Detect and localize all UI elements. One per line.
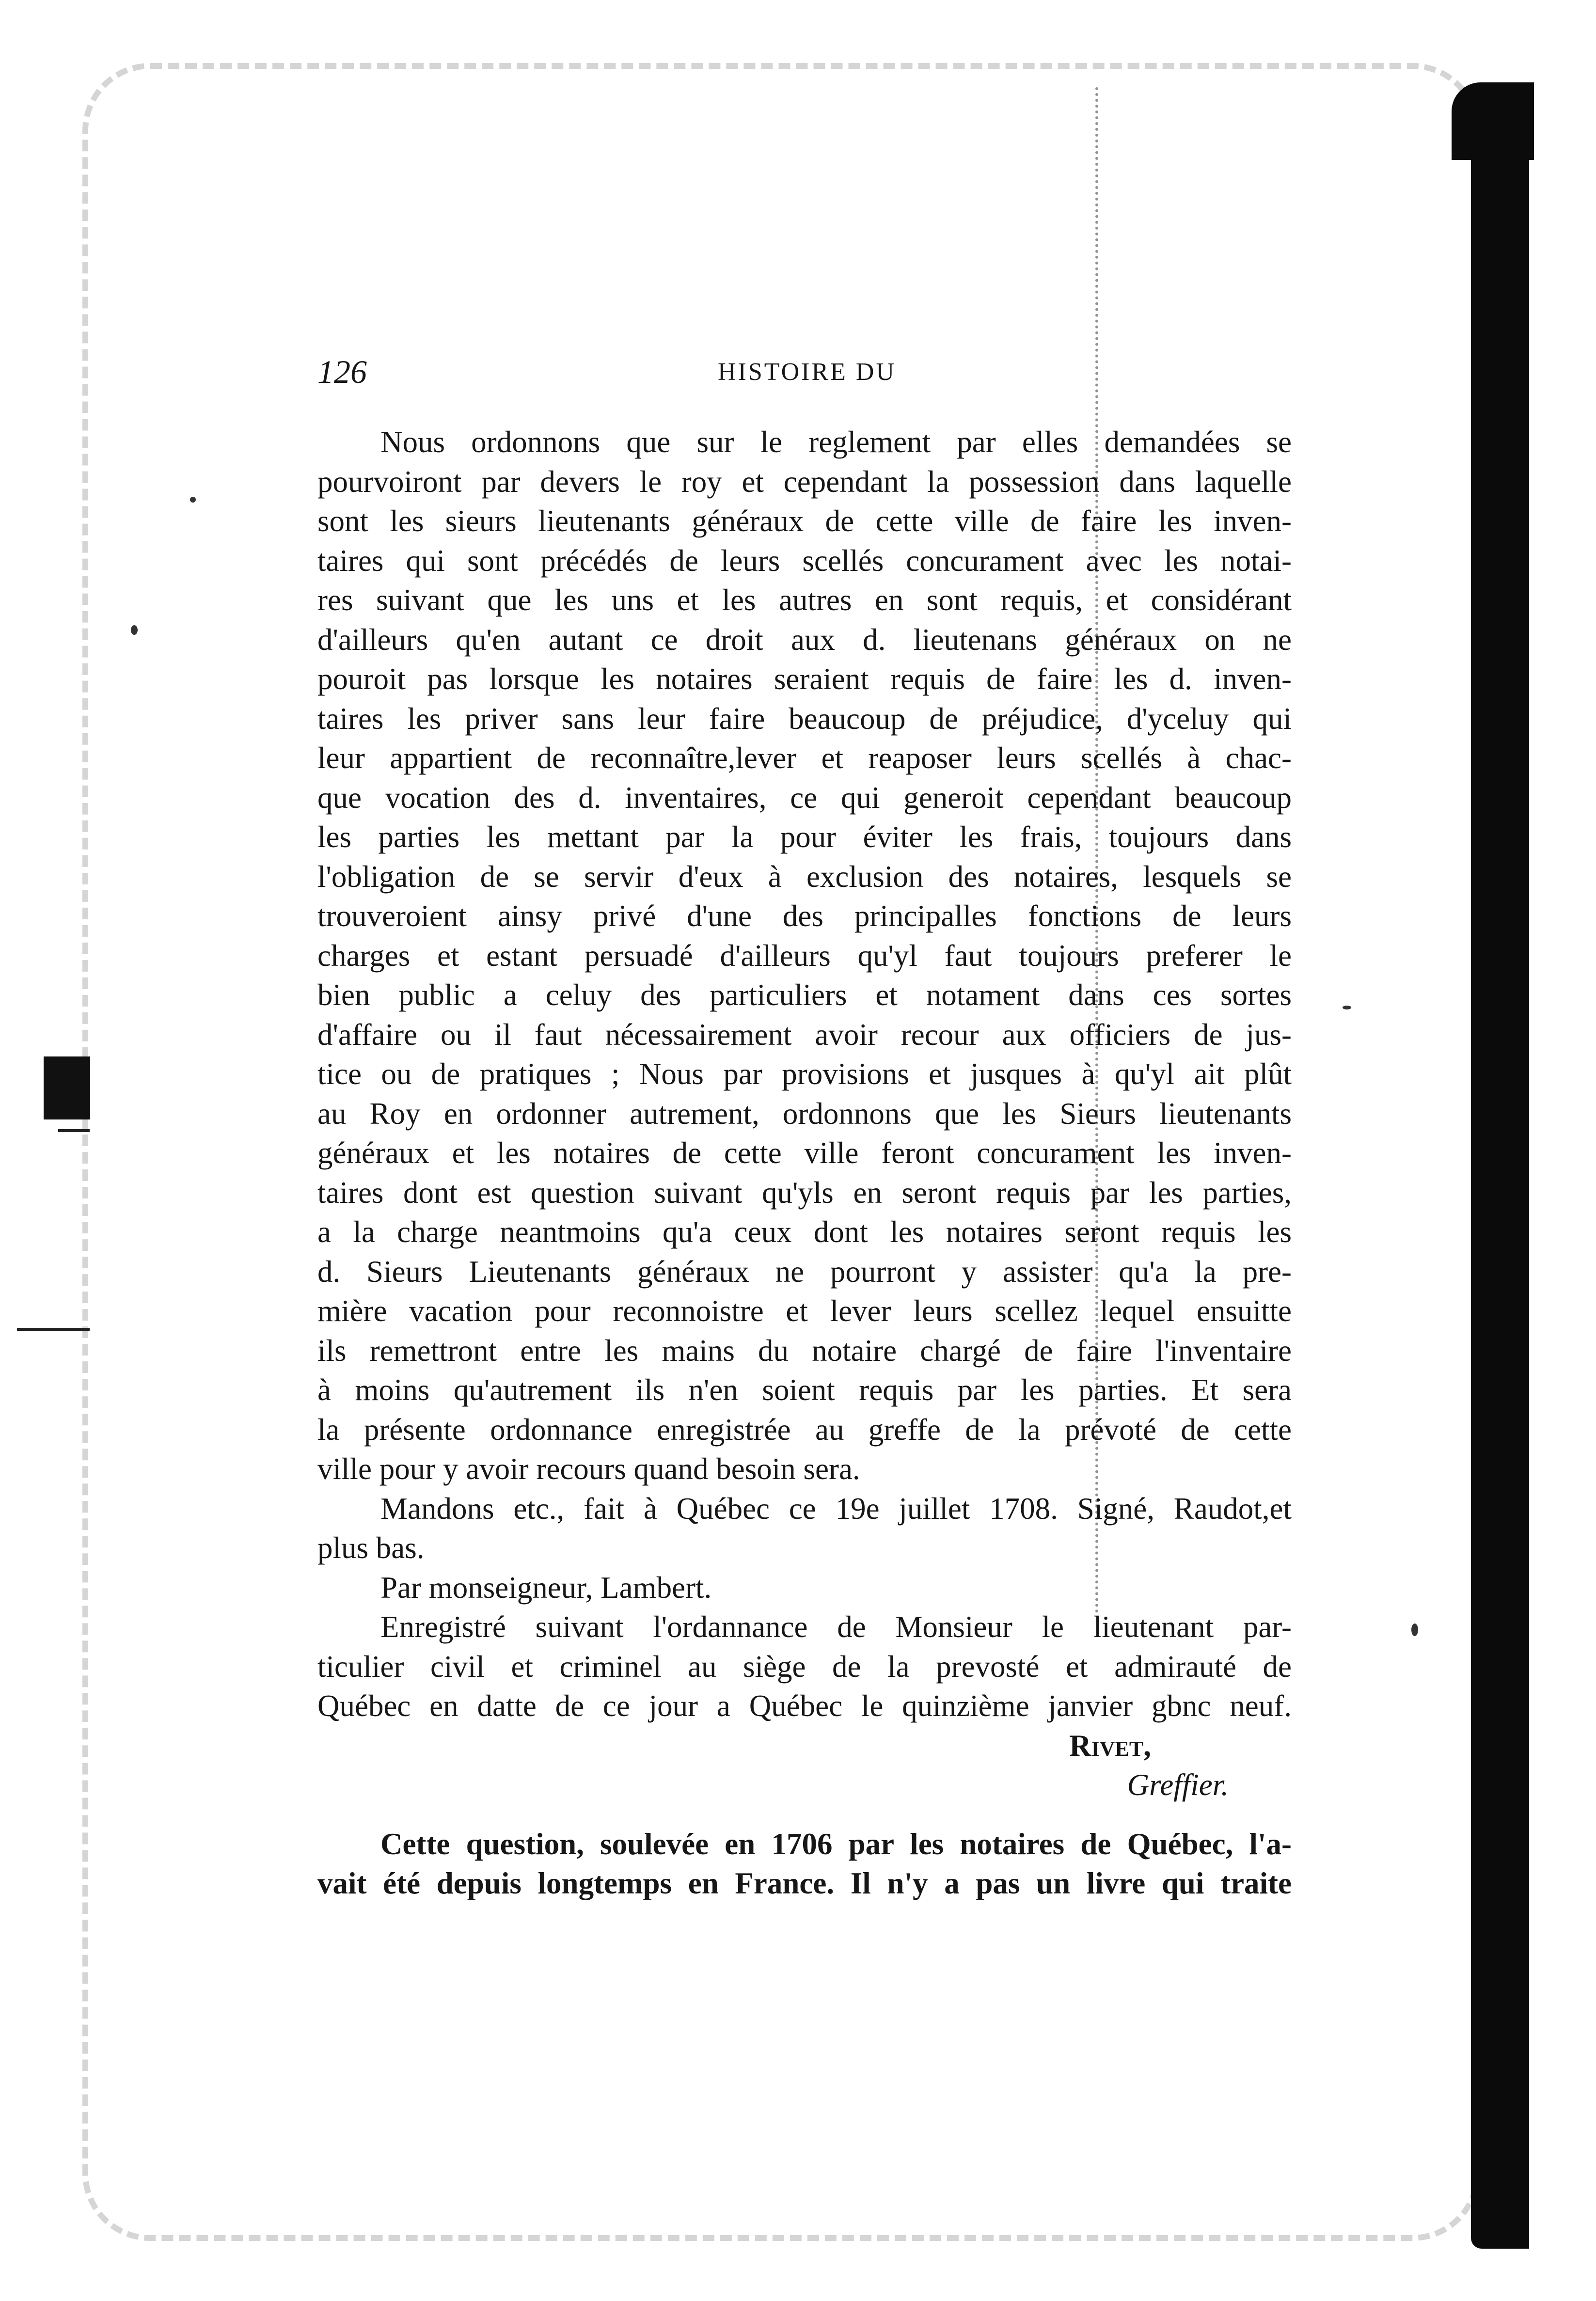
text-line: à moins qu'autrement ils n'en soient requis par les parties. Et sera (317, 1373, 1292, 1407)
text-line: charges et estant persuadé d'ailleurs qu'yl faut toujours preferer le (317, 938, 1292, 973)
text-line: ville pour y avoir recours quand besoin sera. (317, 1452, 860, 1486)
text-line: ils remettront entre les mains du notaire chargé de faire l'inventaire (317, 1333, 1292, 1368)
scan-dark-margin (1471, 82, 1529, 2249)
text-line: res suivant que les uns et les autres en sont requis, et considérant (317, 583, 1292, 617)
text-line: a la charge neantmoins qu'a ceux dont les notaires seront requis les (317, 1215, 1292, 1249)
text-line: pourvoiront par devers le roy et cependant la possession dans laquelle (317, 464, 1292, 499)
scan-left-mark (44, 1056, 90, 1119)
text-line: d'affaire ou il faut nécessairement avoir recour aux officiers de jus- (317, 1017, 1292, 1052)
text-line: vait été depuis longtemps en France. Il n'y a pas un livre qui traite (317, 1866, 1292, 1900)
par-monseigneur-line: Par monseigneur, Lambert. (380, 1570, 712, 1605)
body-text (317, 423, 1292, 1904)
text-line: que vocation des d. inventaires, ce qui generoit cependant beaucoup (317, 780, 1292, 815)
text-line: leur appartient de reconnaître,lever et reaposer leurs scellés à chac- (317, 741, 1292, 775)
text-line: la présente ordonnance enregistrée au greffe de la prévoté de cette (317, 1412, 1292, 1447)
text-line: taires qui sont précédés de leurs scellés concurament avec les notai- (317, 543, 1292, 578)
text-line: plus bas. (317, 1531, 425, 1565)
page-header (317, 353, 1296, 406)
mandons-paragraph (317, 1489, 1292, 1568)
commentary-paragraph (317, 1805, 1292, 1904)
text-line: ticulier civil et criminel au siège de la prevosté et admirauté de (317, 1649, 1292, 1684)
scan-left-tick (58, 1129, 90, 1132)
text-line: d'ailleurs qu'en autant ce droit aux d. lieutenans généraux on ne (317, 622, 1292, 657)
text-line: taires dont est question suivant qu'yls en seront requis par les parties, (317, 1175, 1292, 1210)
text-line: sont les sieurs lieutenants généraux de cette ville de faire les inven- (317, 504, 1292, 538)
text-line: généraux et les notaires de cette ville feront concurament les inven- (317, 1136, 1292, 1170)
text-line: Mandons etc., fait à Québec ce 19e juillet 1708. Signé, Raudot,et (380, 1491, 1292, 1526)
ordonnance-paragraph (317, 423, 1292, 1489)
text-line: Cette question, soulevée en 1706 par les notaires de Québec, l'a- (380, 1827, 1292, 1861)
text-line: d. Sieurs Lieutenants généraux ne pourront y assister qu'a la pre- (317, 1254, 1292, 1289)
ink-speck (1343, 1006, 1351, 1009)
text-line: au Roy en ordonner autrement, ordonnons que les Sieurs lieutenants (317, 1096, 1292, 1131)
text-line: tice ou de pratiques ; Nous par provisions et jusques à qu'yl ait plût (317, 1057, 1292, 1091)
signature-rivet: Rivet, (1069, 1728, 1151, 1763)
text-line: trouveroient ainsy privé d'une des principalles fonctions de leurs (317, 899, 1292, 933)
text-line: pouroit pas lorsque les notaires seraient requis de faire les d. inven- (317, 662, 1292, 696)
ink-speck (131, 625, 138, 635)
enregistre-paragraph (317, 1608, 1292, 1726)
page-number: 126 (317, 353, 367, 390)
ink-speck (190, 497, 196, 503)
text-line: bien public a celuy des particuliers et notament dans ces sortes (317, 978, 1292, 1012)
running-title: HISTOIRE DU (717, 358, 897, 386)
ink-speck (1411, 1623, 1418, 1636)
text-line: Québec en datte de ce jour a Québec le quinzième janvier gbnc neuf. (317, 1689, 1292, 1723)
text-line: Nous ordonnons que sur le reglement par elles demandées se (380, 425, 1292, 459)
scan-left-rule (17, 1328, 90, 1331)
text-line: Enregistré suivant l'ordannance de Monsieur le lieutenant par- (380, 1610, 1292, 1644)
text-line: taires les priver sans leur faire beaucoup de préjudice, d'yceluy qui (317, 701, 1292, 736)
text-line: mière vacation pour reconnoistre et lever leurs scellez lequel ensuitte (317, 1294, 1292, 1328)
text-line: les parties les mettant par la pour éviter les frais, toujours dans (317, 820, 1292, 854)
signature-title: Greffier. (1127, 1768, 1229, 1802)
text-line: l'obligation de se servir d'eux à exclusion des notaires, lesquels se (317, 859, 1292, 894)
